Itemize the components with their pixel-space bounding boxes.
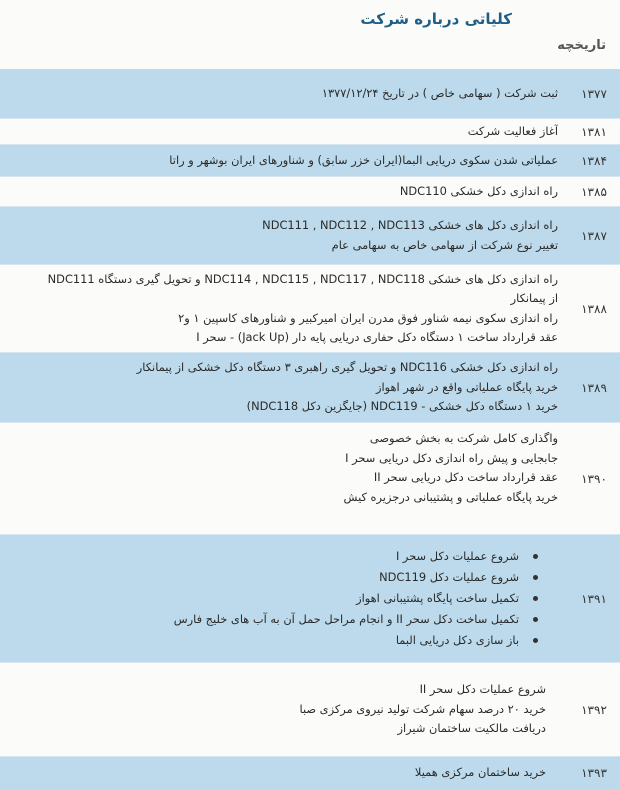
event-line: آغاز فعالیت شرکت [467, 124, 558, 138]
bullet-text: باز سازی دکل دریایی البما [395, 633, 519, 647]
event-line: خرید ۲۰ درصد سهام شرکت تولید نیروی مرکزی صبا [299, 701, 546, 716]
timeline-row-1385 [0, 177, 620, 207]
bullet-text: تکمیل ساخت دکل سحر II و انجام مراحل حمل آن به آب های خلیج فارس [173, 612, 519, 626]
bullet-icon [533, 617, 538, 622]
year-label: ۱۳۹۰ [581, 471, 607, 486]
year-label: ۱۳۹۳ [581, 766, 607, 780]
event-line: جابجایی و پیش راه اندازی دکل دریایی سحر I [345, 450, 558, 465]
bullet-icon [533, 638, 538, 643]
event-line: راه اندازی دکل خشکی NDC110 [399, 183, 558, 198]
event-line: راه اندازی دکل های خشکی NDC111 , NDC112 , NDC113 [262, 218, 558, 232]
event-line: عقد قرارداد ساخت دکل دریایی سحر II [373, 470, 558, 484]
row-content [0, 535, 568, 662]
row-content [0, 207, 568, 264]
bullet-item [6, 630, 538, 651]
bullet-item [6, 609, 538, 630]
year-label: ۱۳۹۲ [581, 702, 607, 717]
bullet-text: شروع عملیات دکل NDC119 [379, 570, 519, 584]
bullet-icon [533, 554, 538, 559]
year-label: ۱۳۸۸ [581, 301, 607, 316]
event-line: ثبت شرکت ( سهامی خاص ) در تاریخ ۱۳۷۷/۱۲/۲۴ [321, 85, 558, 100]
event-line: خرید پایگاه عملیاتی و پشتیبانی درجزیره کیش [343, 489, 558, 504]
event-line: راه اندازی سکوی نیمه شناور فوق مدرن ایران امیرکبیر و شناورهای کاسپین ۱ و۲ [178, 310, 558, 325]
timeline-row-1388 [0, 265, 620, 353]
event-line: دریافت مالکیت ساختمان شیراز [397, 721, 546, 736]
row-content [0, 265, 568, 352]
row-content [0, 423, 568, 534]
year-label: ۱۳۷۷ [581, 86, 607, 101]
timeline-row-1387 [0, 207, 620, 265]
timeline-row-1384 [0, 145, 620, 177]
year-label: ۱۳۹۱ [581, 591, 607, 606]
bullet-item [6, 546, 538, 567]
timeline-row-1393 [0, 757, 620, 789]
year-label: ۱۳۸۷ [581, 228, 607, 243]
row-content [0, 69, 568, 118]
year-label: ۱۳۸۵ [581, 184, 607, 199]
event-line: از پیمانکار [510, 291, 558, 305]
bullet-text: تکمیل ساخت پایگاه پشتیبانی اهواز [356, 591, 519, 605]
timeline-row-1390 [0, 423, 620, 535]
event-line: خرید پایگاه عملیاتی واقع در شهر اهواز [375, 379, 558, 394]
row-content [0, 663, 568, 756]
timeline-row-1381 [0, 119, 620, 145]
event-line: عملیاتی شدن سکوی دریایی البما(ایران خزر سابق) و شناورهای ایران بوشهر و راتا [169, 152, 558, 167]
event-line: واگذاری کامل شرکت به بخش خصوصی [369, 431, 558, 445]
timeline-row-1389 [0, 353, 620, 423]
timeline-row-1377 [0, 69, 620, 119]
bullet-item [6, 588, 538, 609]
bullet-icon [533, 575, 538, 580]
bullet-icon [533, 596, 538, 601]
event-line: عقد قرارداد ساخت ۱ دستگاه دکل حفاری دریایی پایه دار (Jack Up) - سحر I [196, 330, 558, 344]
section-heading-history: تاریخچه [557, 38, 606, 53]
bullet-item [6, 567, 538, 588]
event-line: شروع عملیات دکل سحر II [419, 682, 546, 697]
history-timeline [0, 69, 620, 789]
year-label: ۱۳۸۴ [581, 153, 607, 168]
event-line: خرید ۱ دستگاه دکل خشکی - NDC119 (جایگزین دکل NDC118) [246, 399, 558, 414]
event-line: تغییر نوع شرکت از سهامی خاص به سهامی عام [331, 237, 558, 252]
event-line: خرید ساختمان مرکزی همیلا [414, 765, 546, 780]
event-line: راه اندازی دکل های خشکی NDC114 , NDC115 , NDC117 , NDC118 و تحویل گیری دستگاه NDC111 [47, 271, 558, 286]
row-content [0, 353, 568, 422]
page-title: کلیاتی درباره شرکت [360, 10, 512, 28]
bullet-list [6, 546, 538, 651]
event-line: راه اندازی دکل خشکی NDC116 و تحویل گیری راهبری ۳ دستگاه دکل خشکی از پیمانکار [136, 360, 558, 375]
bullet-text: شروع عملیات دکل سحر I [395, 549, 519, 563]
row-content [0, 177, 568, 206]
year-label: ۱۳۸۹ [581, 380, 607, 395]
row-content [0, 757, 568, 789]
timeline-row-1392 [0, 663, 620, 757]
row-content [0, 119, 568, 144]
timeline-row-1391 [0, 535, 620, 663]
year-label: ۱۳۸۱ [581, 124, 607, 139]
row-content [0, 145, 568, 176]
